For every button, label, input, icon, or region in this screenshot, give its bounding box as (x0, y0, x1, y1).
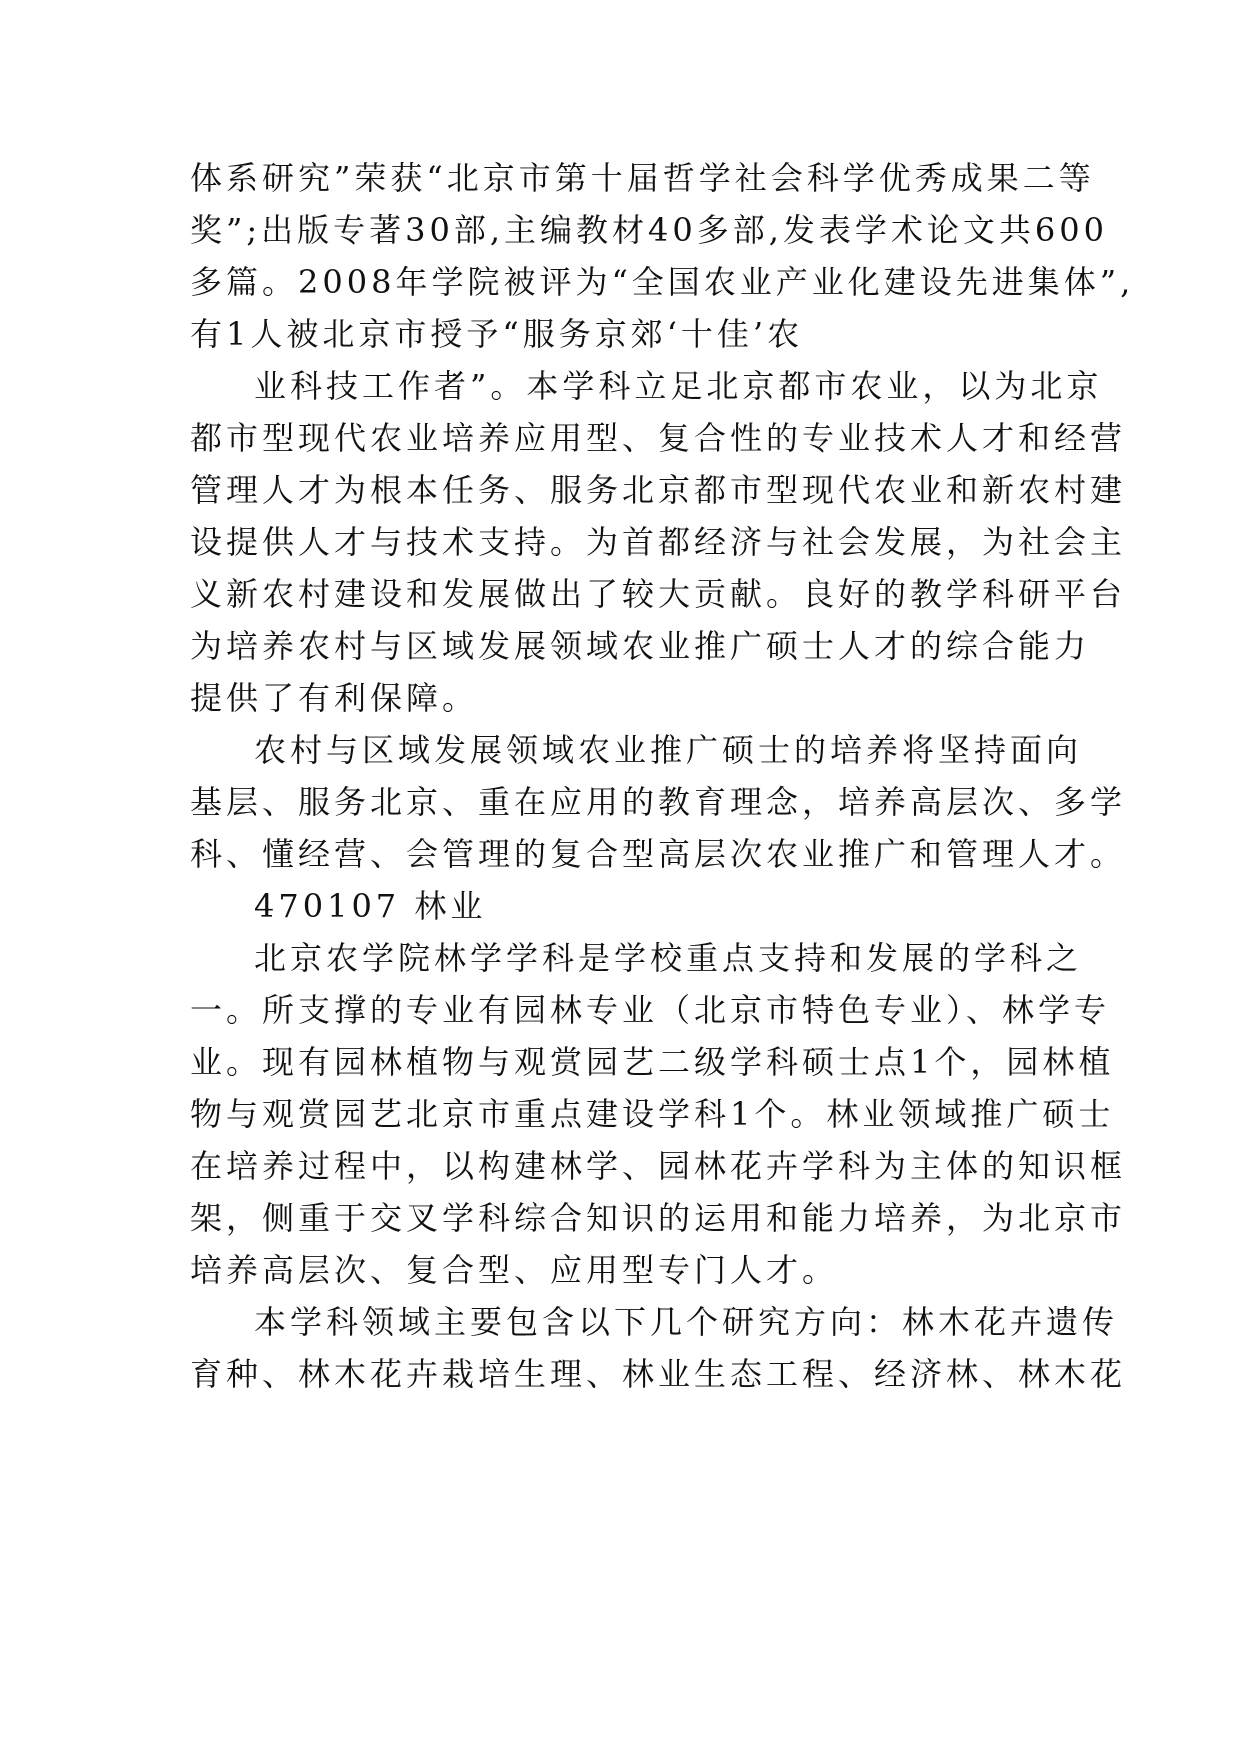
text-line: 科、懂经营、会管理的复合型高层次农业推广和管理人才。 (190, 835, 1127, 873)
document-page (190, 152, 1135, 1400)
text-line: 基层、服务北京、重在应用的教育理念，培养高层次、多学 (190, 783, 1127, 821)
text-line: 业。现有园林植物与观赏园艺二级学科硕士点1个，园林植 (190, 1043, 1115, 1081)
text-line: 奖”;出版专著30部,主编教材40多部,发表学术论文共600 (190, 211, 1109, 249)
text-line: 义新农村建设和发展做出了较大贡献。良好的教学科研平台 (190, 575, 1127, 613)
text-line: 北京农学院林学学科是学校重点支持和发展的学科之 (254, 939, 1083, 977)
text-line: 本学科领域主要包含以下几个研究方向：林木花卉遗传 (254, 1303, 1119, 1341)
text-line: 管理人才为根本任务、服务北京都市型现代农业和新农村建 (190, 471, 1127, 509)
text-line: 有1人被北京市授予“服务京郊‘十佳’农 (190, 315, 804, 353)
text-line: 培养高层次、复合型、应用型专门人才。 (190, 1251, 839, 1289)
text-line: 提供了有利保障。 (190, 679, 479, 717)
text-line: 在培养过程中，以构建林学、园林花卉学科为主体的知识框 (190, 1147, 1127, 1185)
text-line: 一。所支撑的专业有园林专业（北京市特色专业）、林学专 (190, 991, 1111, 1029)
text-line: 体系研究”荣获“北京市第十届哲学社会科学优秀成果二等 (190, 159, 1095, 197)
text-line: 设提供人才与技术支持。为首都经济与社会发展，为社会主 (190, 523, 1127, 561)
text-line: 为培养农村与区域发展领域农业推广硕士人才的综合能力 (190, 627, 1091, 665)
text-line: 多篇。2008年学院被评为“全国农业产业化建设先进集体”, (190, 263, 1135, 301)
text-line: 业科技工作者”。本学科立足北京都市农业，以为北京 (254, 367, 1103, 405)
text-line: 架，侧重于交叉学科综合知识的运用和能力培养，为北京市 (190, 1199, 1127, 1237)
text-line: 物与观赏园艺北京市重点建设学科1个。林业领域推广硕士 (190, 1095, 1115, 1133)
section-heading: 470107 林业 (254, 887, 487, 925)
text-line: 都市型现代农业培养应用型、复合性的专业技术人才和经营 (190, 419, 1127, 457)
text-line: 育种、林木花卉栽培生理、林业生态工程、经济林、林木花 (190, 1355, 1127, 1393)
text-line: 农村与区域发展领域农业推广硕士的培养将坚持面向 (254, 731, 1083, 769)
